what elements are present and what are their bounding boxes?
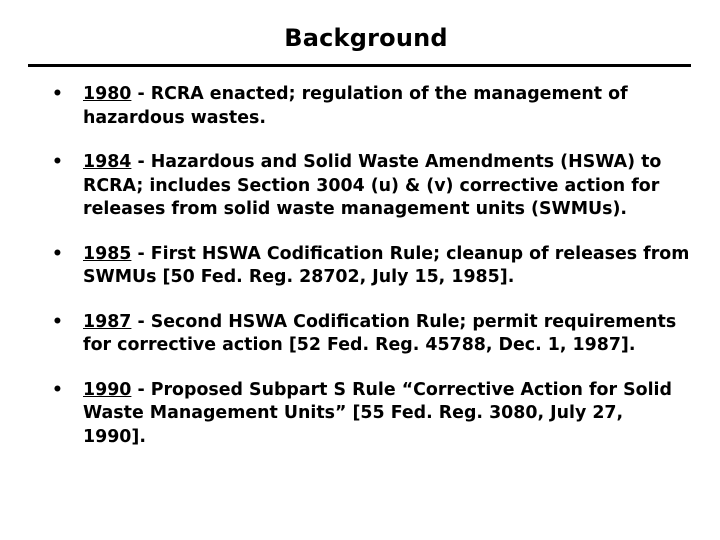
bullet-icon: • [52, 243, 63, 264]
list-item [52, 379, 692, 450]
item-year: 1987 [83, 311, 132, 332]
bullet-list [52, 83, 692, 449]
bullet-icon: • [52, 379, 63, 400]
list-item [52, 311, 692, 358]
item-text: - RCRA enacted; regulation of the management of hazardous wastes. [83, 84, 628, 128]
item-text: - Second HSWA Codification Rule; permit requirements for corrective action [52 Fed. Reg. 45788, Dec. 1, 1987]. [83, 311, 677, 355]
item-year: 1985 [83, 243, 132, 264]
list-item [52, 243, 692, 290]
item-year: 1984 [83, 152, 132, 172]
list-item [52, 151, 692, 222]
title-divider [28, 64, 691, 67]
slide-title: Background [284, 24, 448, 52]
bullet-icon: • [52, 84, 63, 104]
item-text: - Proposed Subpart S Rule “Corrective Action for Solid Waste Management Units” [55 Fed. Reg. 3080, July 27, 1990]. [83, 379, 672, 447]
item-year: 1980 [83, 84, 132, 104]
item-year: 1990 [83, 379, 132, 400]
item-text: - Hazardous and Solid Waste Amendments (HSWA) to RCRA; includes Section 3004 (u) & (v) corrective action for releases from solid waste management units (SWMUs). [83, 152, 662, 219]
list-item [52, 83, 692, 130]
bullet-icon: • [52, 152, 63, 172]
bullet-icon: • [52, 311, 63, 332]
item-text: - First HSWA Codification Rule; cleanup of releases from SWMUs [50 Fed. Reg. 28702, July 15, 1985]. [83, 243, 690, 287]
